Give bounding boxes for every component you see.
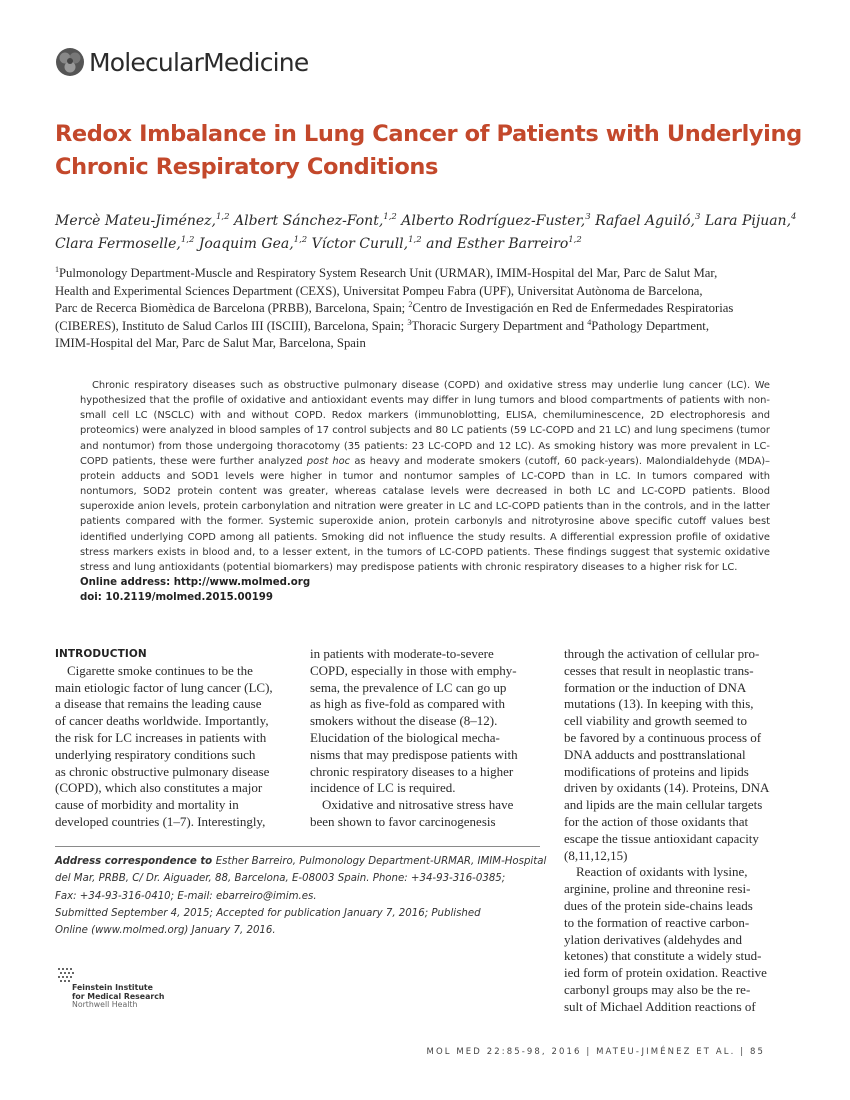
affiliation-text: Centro de Investigación en Red de Enfermedades Respiratorias — [412, 301, 734, 315]
body-line: Oxidative and nitrosative stress have — [322, 797, 514, 813]
affiliation-line — [55, 265, 825, 283]
abstract-body — [80, 378, 770, 575]
affiliation-mark: 2 — [408, 300, 413, 309]
journal-header — [55, 42, 308, 82]
body-line: a disease that remains the leading cause — [55, 696, 262, 712]
author-line-2 — [55, 233, 815, 256]
author-name: Albert Sánchez-Font, — [229, 213, 384, 229]
body-line: of cancer deaths worldwide. Importantly, — [55, 713, 269, 729]
body-column-3 — [564, 646, 800, 1016]
body-line: driven by oxidants (14). Proteins, DNA — [564, 780, 770, 796]
body-line: ied form of protein oxidation. Reactive — [564, 965, 767, 981]
body-line: DNA adducts and posttranslational — [564, 746, 746, 762]
body-line: as chronic obstructive pulmonary disease — [55, 763, 270, 779]
affiliation-line — [55, 300, 825, 318]
affiliation-line — [55, 283, 825, 301]
body-line: sema, the prevalence of LC can go up — [310, 679, 507, 695]
institute-name-line-3: Northwell Health — [72, 1000, 138, 1010]
body-line: main etiologic factor of lung cancer (LC), — [55, 679, 273, 695]
doi-link[interactable]: 10.2119/molmed.2015.00199 — [105, 592, 273, 604]
article-title — [55, 118, 815, 184]
body-line: been shown to favor carcinogenesis — [310, 813, 496, 829]
affiliation-mark: 3 — [407, 317, 412, 327]
body-line: (COPD), which also constitutes a major — [55, 780, 263, 796]
abstract-text: as heavy and moderate smokers (cutoff, 60 pack-years). Malondialdehyde (MDA)–protein adducts and SOD1 levels were higher in tumor and nontumor samples of LC-COPD than in LC. In tumors compared with nontumors, SOD2 protein content was greater, whereas catalase levels were decreased in both LC and LC-COPD patients. Blood superoxide anion levels, protein carbonylation and nitration were greater in LC and LC-COPD patients than in the controls, and in the latter patients compared with the former. Systemic superoxide anion, protein carbonyls and nitrotyrosine above specific cutoff values best identified underlying COPD among all patients. Smoking did not influence the study results. A differential expression profile of oxidative stress markers exists in blood and, to a lesser extent, in the tumors of LC-COPD patients. These findings suggest that systemic oxidative stress and lung antioxidants (potential biomarkers) may predispose patients with chronic respiratory diseases to a higher risk for LC. — [80, 455, 770, 573]
affiliation-text: Thoracic Surgery Department and — [411, 318, 588, 333]
abstract-italic-term: post hoc — [306, 455, 351, 467]
correspondence-line — [55, 853, 545, 870]
body-line: (8,11,12,15) — [564, 847, 628, 863]
body-line: and lipids are the main cellular targets — [564, 797, 763, 813]
section-heading-introduction: INTRODUCTION — [55, 648, 147, 660]
correspondence-block — [55, 853, 545, 939]
author-affiliation-mark: 3 — [694, 212, 701, 222]
correspondence-line: del Mar, PRBB, C/ Dr. Aiguader, 88, Barcelona, E-08003 Spain. Phone: +34-93-316-0385; — [55, 873, 506, 885]
affiliation-mark: 4 — [587, 317, 592, 327]
author-affiliation-mark: 1,2 — [408, 235, 422, 245]
author-affiliation-mark: 1,2 — [383, 212, 397, 222]
body-line: cause of morbidity and mortality in — [55, 797, 239, 813]
body-line: nisms that may predispose patients with — [310, 746, 518, 762]
body-line: smokers without the disease (8–12). — [310, 713, 498, 729]
online-address-label: Online address: — [80, 577, 174, 589]
correspondence-divider — [55, 846, 540, 847]
body-line: be favored by a continuous process of — [564, 729, 762, 745]
body-line: COPD, especially in those with emphy- — [310, 662, 517, 678]
institute-name-line-1: Feinstein Institute — [72, 983, 153, 992]
author-affiliation-mark: 1,2 — [216, 212, 230, 222]
body-line: cell viability and growth seemed to — [564, 713, 748, 729]
title-line-1: Redox Imbalance in Lung Cancer of Patients with Underlying — [55, 121, 802, 147]
online-address-link[interactable]: http://www.molmed.org — [173, 577, 311, 589]
author-name: Alberto Rodríguez-Fuster, — [396, 213, 586, 229]
molecular-medicine-logo-icon — [55, 47, 85, 77]
affiliation-text: IMIM-Hospital del Mar, Parc de Salut Mar, Barcelona, Spain — [55, 336, 366, 350]
correspondence-line: Submitted September 4, 2015; Accepted for publication January 7, 2016; Published — [55, 907, 481, 919]
author-line-1 — [55, 210, 815, 233]
affiliations — [55, 265, 825, 353]
body-line: ylation derivatives (aldehydes and — [564, 931, 742, 947]
body-line: Reaction of oxidants with lysine, — [576, 864, 748, 880]
author-affiliation-mark: 4 — [791, 212, 797, 222]
affiliation-line — [55, 318, 825, 336]
body-line: modifications of proteins and lipids — [564, 763, 749, 779]
author-name: Víctor Curull, — [307, 236, 409, 252]
body-line: through the activation of cellular pro- — [564, 646, 760, 661]
body-line: cesses that result in neoplastic trans- — [564, 662, 754, 678]
feinstein-institute-text — [72, 984, 164, 1010]
body-column-2 — [310, 646, 546, 831]
author-affiliation-mark: 1,2 — [180, 235, 195, 245]
author-affiliation-mark: 1,2 — [293, 235, 308, 245]
body-line: carbonyl groups may also be the re- — [564, 981, 751, 997]
online-address — [80, 575, 770, 590]
author-name: Mercè Mateu-Jiménez, — [55, 213, 217, 229]
body-line: underlying respiratory conditions such — [55, 746, 256, 762]
body-line: mutations (13). In keeping with this, — [564, 696, 754, 712]
page-footer: MOL MED 22:85-98, 2016 | MATEU-JIMÉNEZ ET AL. | 85 — [426, 1047, 765, 1057]
body-line: ketones) that constitute a widely stud- — [564, 948, 762, 964]
body-line: sult of Michael Addition reactions of — [564, 998, 756, 1014]
author-name: Joaquim Gea, — [194, 236, 294, 252]
doi — [80, 590, 770, 605]
affiliation-text: Health and Experimental Sciences Department (CEXS), Universitat Pompeu Fabra (UPF), Universitat Autònoma de Barcelona, — [55, 283, 703, 298]
affiliation-mark: 1 — [55, 265, 59, 274]
body-line: arginine, proline and threonine resi- — [564, 881, 751, 897]
body-line: chronic respiratory diseases to a higher — [310, 763, 514, 779]
journal-name: MolecularMedicine — [89, 47, 309, 77]
body-line: developed countries (1–7). Interestingly, — [55, 813, 266, 829]
affiliation-text: Pulmonology Department-Muscle and Respiratory System Research Unit (URMAR), IMIM-Hospital del Mar, Parc de Salut Mar, — [59, 266, 718, 280]
author-name: Rafael Aguiló, — [590, 213, 695, 229]
body-line: escape the tissue antioxidant capacity — [564, 830, 759, 846]
affiliation-text: (CIBERES), Instituto de Salud Carlos III (ISCIII), Barcelona, Spain; — [55, 318, 408, 333]
body-line: dues of the protein side-chains leads — [564, 897, 753, 913]
body-line: in patients with moderate-to-severe — [310, 646, 494, 661]
doi-label: doi: — [80, 592, 106, 604]
institute-name-line-2: for Medical Research — [72, 991, 165, 1001]
body-line: to the formation of reactive carbon- — [564, 914, 750, 930]
correspondence-text: Esther Barreiro, Pulmonology Department-URMAR, IMIM-Hospital — [215, 856, 547, 867]
body-line: incidence of LC is required. — [310, 780, 456, 796]
body-line: Elucidation of the biological mecha- — [310, 729, 500, 745]
title-line-2: Chronic Respiratory Conditions — [55, 154, 439, 180]
author-name: Clara Fermoselle, — [55, 236, 181, 252]
body-line: the risk for LC increases in patients with — [55, 729, 267, 745]
author-list — [55, 210, 815, 256]
correspondence-line: Online (www.molmed.org) January 7, 2016. — [55, 925, 276, 937]
body-line: Cigarette smoke continues to be the — [67, 662, 253, 678]
abstract-text: Chronic respiratory diseases such as obstructive pulmonary disease (COPD) and oxidative stress may underlie lung cancer (LC). We hypothesized that the profile of oxidative and antioxidant events may differ in lung tumors and blood compartments of patients with non-small cell LC (NSCLC) with and without COPD. Redox markers (immunoblotting, ELISA, chemiluminescence, 2D electrophoresis and proteomics) were analyzed in blood samples of 17 control subjects and 80 LC patients (59 LC-COPD and 21 LC) and lung specimens (tumor and nontumor) from those undergoing thoracotomy (35 patients: 23 LC-COPD and 12 LC). As smoking history was more prevalent in LC-COPD patients, these were further analyzed — [80, 380, 770, 467]
correspondence-label: Address correspondence to — [55, 856, 216, 867]
author-affiliation-mark: 1,2 — [568, 235, 582, 245]
author-name: Lara Pijuan, — [700, 213, 792, 229]
correspondence-line: Fax: +34-93-316-0410; E-mail: ebarreiro@imim.es. — [55, 890, 317, 902]
abstract — [80, 378, 770, 605]
body-line: formation or the induction of DNA — [564, 679, 747, 695]
author-affiliation-mark: 3 — [585, 212, 591, 222]
body-column-1 — [55, 646, 291, 831]
author-name: and Esther Barreiro — [421, 236, 569, 252]
affiliation-line — [55, 335, 825, 353]
body-line: for the action of those oxidants that — [564, 813, 749, 829]
affiliation-text: Pathology Department, — [591, 318, 709, 333]
body-line: as high as five-fold as compared with — [310, 696, 505, 712]
feinstein-institute-logo — [58, 968, 198, 1014]
affiliation-text: Parc de Recerca Biomèdica de Barcelona (PRBB), Barcelona, Spain; — [55, 301, 409, 315]
